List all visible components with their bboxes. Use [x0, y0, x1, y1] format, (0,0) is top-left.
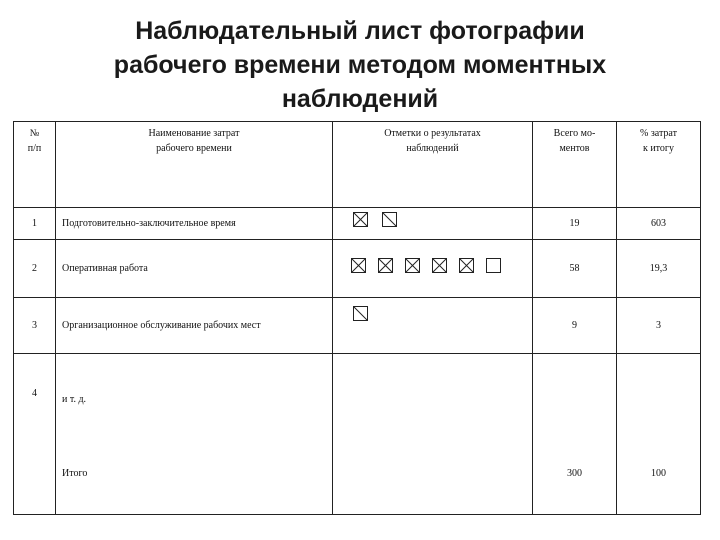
- row-marks: [333, 354, 533, 434]
- header-pct: [617, 122, 701, 208]
- header-pct-line-2: к итогу: [642, 143, 675, 154]
- marks-group: [333, 302, 532, 321]
- crossed-box-icon: [351, 258, 366, 273]
- table-row: [14, 240, 701, 298]
- total-num: [14, 434, 56, 515]
- header-row: [14, 122, 701, 208]
- table-row: [14, 208, 701, 240]
- header-name: [56, 122, 333, 208]
- header-pct-line-1: % затрат: [639, 128, 677, 139]
- row-marks: [333, 240, 533, 298]
- title-line-1: Наблюдательный лист фотографии: [135, 17, 585, 45]
- row-total: 9: [533, 298, 617, 354]
- header-marks-line-1: Отметки о результатах: [384, 128, 481, 139]
- slashed-box-icon: [353, 306, 368, 321]
- total-pct: 100: [617, 434, 701, 515]
- title-line-3: наблюдений: [281, 85, 439, 113]
- marks-group: [333, 212, 532, 227]
- row-pct: 19,3: [617, 240, 701, 298]
- slashed-box-icon: [382, 212, 397, 227]
- header-total: [533, 122, 617, 208]
- observation-table: [13, 121, 701, 515]
- header-num-line-1: №: [29, 128, 40, 139]
- row-total: [533, 354, 617, 434]
- page-title: [40, 14, 680, 116]
- header-num: [14, 122, 56, 208]
- row-total: 58: [533, 240, 617, 298]
- header-total-line-1: Всего мо-: [553, 128, 596, 139]
- marks-group: [333, 244, 532, 273]
- row-num: 1: [14, 208, 56, 240]
- crossed-box-icon: [378, 258, 393, 273]
- total-count: 300: [533, 434, 617, 515]
- crossed-box-icon: [353, 212, 368, 227]
- header-marks-line-2: наблюдений: [406, 143, 459, 154]
- row-marks: [333, 208, 533, 240]
- row-name: Подготовительно-заключительное время: [56, 208, 333, 240]
- table-row: [14, 298, 701, 354]
- row-num: 3: [14, 298, 56, 354]
- row-name: Оперативная работа: [56, 240, 333, 298]
- row-pct: [617, 354, 701, 434]
- total-label: Итого: [56, 434, 333, 515]
- header-num-line-2: п/п: [27, 143, 42, 154]
- crossed-box-icon: [432, 258, 447, 273]
- header-name-line-1: Наименование затрат: [148, 128, 240, 139]
- row-num: 2: [14, 240, 56, 298]
- total-row: [14, 434, 701, 515]
- row-marks: [333, 298, 533, 354]
- total-marks: [333, 434, 533, 515]
- title-line-2: рабочего времени методом моментных: [113, 51, 607, 79]
- header-name-line-2: рабочего времени: [156, 143, 232, 154]
- row-pct: 3: [617, 298, 701, 354]
- table-row: [14, 354, 701, 434]
- crossed-box-icon: [459, 258, 474, 273]
- row-name: и т. д.: [56, 354, 333, 434]
- empty-box-icon: [486, 258, 501, 273]
- crossed-box-icon: [405, 258, 420, 273]
- header-total-line-2: ментов: [559, 143, 590, 154]
- header-marks: [333, 122, 533, 208]
- row-name: Организационное обслуживание рабочих мест: [56, 298, 333, 354]
- row-num: 4: [14, 354, 56, 434]
- row-pct: 603: [617, 208, 701, 240]
- row-total: 19: [533, 208, 617, 240]
